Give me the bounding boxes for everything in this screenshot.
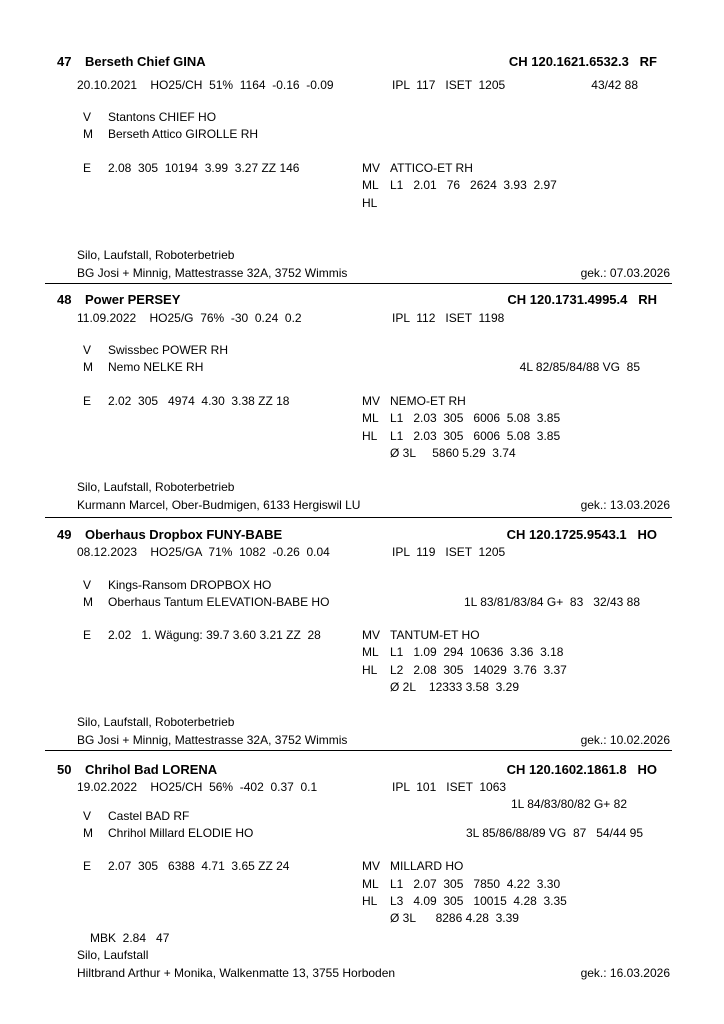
entry-number: 47 (57, 54, 72, 69)
ipl-iset-row: IPL 119 ISET 1205 (392, 545, 506, 559)
dam-conformation: 1L 83/81/83/84 G+ 83 32/43 88 (463, 595, 640, 609)
ch-id-line: CH 120.1621.6532.3 RF (508, 54, 657, 69)
dam-conformation: 3L 85/86/88/89 VG 87 54/44 95 (465, 826, 643, 840)
mv-label: MV (362, 628, 380, 642)
entry-number: 49 (57, 527, 72, 542)
performance-row: 2.02 1. Wägung: 39.7 3.60 3.21 ZZ 28 (108, 628, 321, 642)
ipl-iset-row: IPL 112 ISET 1198 (392, 311, 505, 325)
birth-data-row: 20.10.2021 HO25/CH 51% 1164 -0.16 -0.09 (77, 78, 334, 92)
housing-info: Silo, Laufstall, Roboterbetrieb (77, 480, 235, 494)
certified-date: gek.: 07.03.2026 (580, 266, 670, 280)
ml-label: ML (362, 645, 379, 659)
mv-name: TANTUM-ET HO (390, 628, 480, 642)
performance-row: 2.07 305 6388 4.71 3.65 ZZ 24 (108, 859, 290, 873)
mv-name: NEMO-ET RH (390, 394, 466, 408)
hl-label: HL (362, 894, 378, 908)
sire-name: Swissbec POWER RH (108, 343, 229, 357)
cow-name: Chrihol Bad LORENA (85, 762, 218, 777)
cow-name: Berseth Chief GINA (85, 54, 206, 69)
hl-label: HL (362, 663, 378, 677)
hl-label: HL (362, 196, 378, 210)
sire-label: V (83, 110, 92, 124)
hl-row: L1 2.03 305 6006 5.08 3.85 (390, 429, 561, 443)
weights-value: 43/42 88 (591, 78, 638, 92)
ml-label: ML (362, 411, 379, 425)
dam-conformation: 4L 82/85/84/88 VG 85 (519, 360, 640, 374)
sire-name: Stantons CHIEF HO (108, 110, 217, 124)
performance-label: E (83, 628, 92, 642)
own-conformation: 1L 84/83/80/82 G+ 82 (511, 797, 627, 811)
housing-info: Silo, Laufstall (77, 948, 149, 962)
mv-label: MV (362, 161, 380, 175)
certified-date: gek.: 13.03.2026 (580, 498, 670, 512)
dam-name: Chrihol Millard ELODIE HO (108, 826, 254, 840)
housing-info: Silo, Laufstall, Roboterbetrieb (77, 248, 235, 262)
avg-row: Ø 2L 12333 3.58 3.29 (390, 680, 519, 694)
birth-data-row: 08.12.2023 HO25/GA 71% 1082 -0.26 0.04 (77, 545, 330, 559)
owner-address: Kurmann Marcel, Ober-Budmigen, 6133 Hergiswil LU (77, 498, 361, 512)
ml-label: ML (362, 877, 379, 891)
mv-name: MILLARD HO (390, 859, 464, 873)
avg-row: Ø 3L 8286 4.28 3.39 (390, 911, 519, 925)
dam-label: M (83, 595, 93, 609)
mv-label: MV (362, 859, 380, 873)
cow-name: Power PERSEY (85, 292, 181, 307)
entry-number: 50 (57, 762, 72, 777)
ml-label: ML (362, 178, 379, 192)
sire-name: Kings-Ransom DROPBOX HO (108, 578, 272, 592)
owner-address: Hiltbrand Arthur + Monika, Walkenmatte 13, 3755 Horboden (77, 966, 396, 980)
ipl-iset-row: IPL 117 ISET 1205 (392, 78, 506, 92)
mv-label: MV (362, 394, 380, 408)
ml-row: L1 2.07 305 7850 4.22 3.30 (390, 877, 561, 891)
ml-row: L1 2.01 76 2624 3.93 2.97 (390, 178, 557, 192)
owner-address: BG Josi + Minnig, Mattestrasse 32A, 3752 Wimmis (77, 733, 348, 747)
hl-label: HL (362, 429, 378, 443)
avg-row: Ø 3L 5860 5.29 3.74 (390, 446, 516, 460)
ipl-iset-row: IPL 101 ISET 1063 (392, 780, 507, 794)
cow-name: Oberhaus Dropbox FUNY-BABE (85, 527, 283, 542)
certified-date: gek.: 10.02.2026 (580, 733, 670, 747)
performance-row: 2.08 305 10194 3.99 3.27 ZZ 146 (108, 161, 300, 175)
performance-row: 2.02 305 4974 4.30 3.38 ZZ 18 (108, 394, 290, 408)
hl-row: L3 4.09 305 10015 4.28 3.35 (390, 894, 567, 908)
ch-id-line: CH 120.1725.9543.1 HO (506, 527, 657, 542)
ml-row: L1 1.09 294 10636 3.36 3.18 (390, 645, 564, 659)
section-divider (45, 517, 672, 518)
ml-row: L1 2.03 305 6006 5.08 3.85 (390, 411, 561, 425)
dam-label: M (83, 360, 93, 374)
sire-label: V (83, 809, 92, 823)
mv-name: ATTICO-ET RH (390, 161, 473, 175)
certified-date: gek.: 16.03.2026 (580, 966, 670, 980)
mbk-row: MBK 2.84 47 (90, 931, 170, 945)
dam-name: Berseth Attico GIROLLE RH (108, 127, 259, 141)
hl-row: L2 2.08 305 14029 3.76 3.37 (390, 663, 567, 677)
performance-label: E (83, 161, 92, 175)
housing-info: Silo, Laufstall, Roboterbetrieb (77, 715, 235, 729)
dam-name: Oberhaus Tantum ELEVATION-BABE HO (108, 595, 330, 609)
performance-label: E (83, 859, 92, 873)
sire-label: V (83, 578, 92, 592)
owner-address: BG Josi + Minnig, Mattestrasse 32A, 3752 Wimmis (77, 266, 348, 280)
sire-label: V (83, 343, 92, 357)
entry-number: 48 (57, 292, 72, 307)
section-divider (45, 750, 672, 751)
birth-data-row: 11.09.2022 HO25/G 76% -30 0.24 0.2 (77, 311, 302, 325)
dam-name: Nemo NELKE RH (108, 360, 204, 374)
performance-label: E (83, 394, 92, 408)
ch-id-line: CH 120.1602.1861.8 HO (506, 762, 657, 777)
dam-label: M (83, 127, 93, 141)
sire-name: Castel BAD RF (108, 809, 190, 823)
ch-id-line: CH 120.1731.4995.4 RH (507, 292, 657, 307)
section-divider (45, 283, 672, 284)
birth-data-row: 19.02.2022 HO25/CH 56% -402 0.37 0.1 (77, 780, 318, 794)
dam-label: M (83, 826, 93, 840)
